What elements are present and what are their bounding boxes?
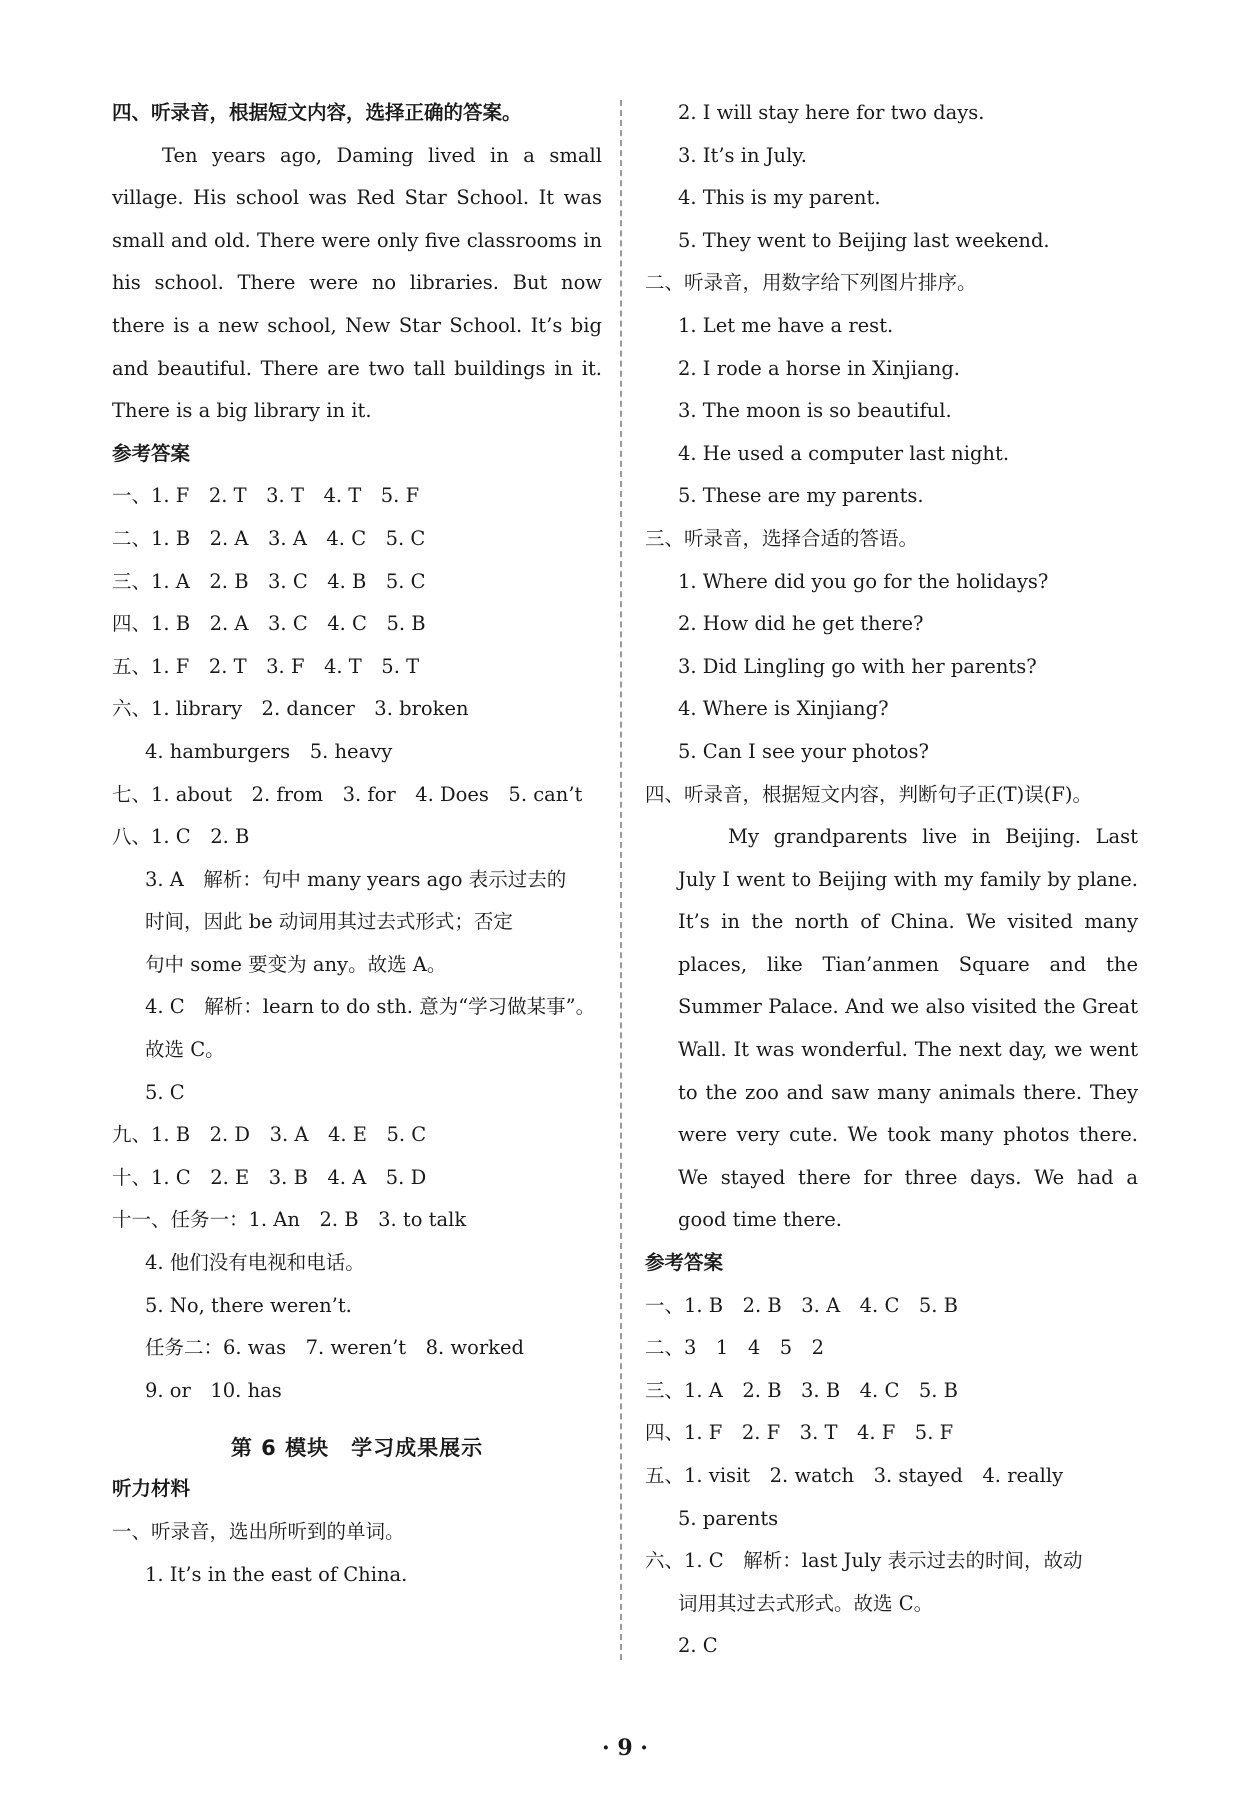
answers-heading: 参考答案 xyxy=(112,441,191,465)
answer-line: 三、1. A 2. B 3. B 4. C 5. B xyxy=(645,1378,959,1402)
question-item: 2. I will stay here for two days. xyxy=(678,101,985,124)
question-heading: 三、听录音，选择合适的答语。 xyxy=(645,526,919,550)
question-heading: 四、听录音，根据短文内容，选择正确的答案。 xyxy=(112,101,522,124)
page-number: · 9 · xyxy=(602,1735,648,1761)
answer-line: 4. hamburgers 5. heavy xyxy=(145,739,393,763)
question-item: 1. It’s in the east of China. xyxy=(145,1562,408,1586)
answer-explanation: 时间，因此 be 动词用其过去式形式；否定 xyxy=(145,910,513,934)
answer-line: 四、1. B 2. A 3. C 4. C 5. B xyxy=(112,612,426,636)
answer-line: 二、3 1 4 5 2 xyxy=(645,1336,825,1360)
question-heading: 二、听录音，用数字给下列图片排序。 xyxy=(645,271,977,295)
question-item: 5. These are my parents. xyxy=(678,484,924,508)
question-item: 2. How did he get there? xyxy=(678,612,924,636)
listening-passage xyxy=(112,135,602,433)
answer-line: 二、1. B 2. A 3. A 4. C 5. C xyxy=(112,526,426,550)
question-item: 4. This is my parent. xyxy=(678,186,881,210)
answer-line: 一、1. F 2. T 3. T 4. T 5. F xyxy=(112,484,420,508)
answer-line: 4. 他们没有电视和电话。 xyxy=(145,1251,365,1275)
question-item: 4. Where is Xinjiang? xyxy=(678,697,889,721)
answer-line: 5. parents xyxy=(678,1506,779,1530)
left-column xyxy=(112,92,602,1596)
answer-line: 五、1. visit 2. watch 3. stayed 4. really xyxy=(645,1464,1064,1487)
question-item: 3. Did Lingling go with her parents? xyxy=(678,654,1037,678)
question-item: 2. I rode a horse in Xinjiang. xyxy=(678,356,960,380)
answer-line: 9. or 10. has xyxy=(145,1378,282,1402)
answer-line: 八、1. C 2. B xyxy=(112,825,250,849)
answer-line: 六、1. library 2. dancer 3. broken xyxy=(112,697,469,721)
question-item: 1. Where did you go for the holidays? xyxy=(678,569,1049,593)
question-heading: 四、听录音，根据短文内容，判断句子正(T)误(F)。 xyxy=(645,782,1092,806)
answer-line: 5. No, there weren’t. xyxy=(145,1293,352,1317)
right-column xyxy=(645,92,1138,1668)
answer-line: 一、1. B 2. B 3. A 4. C 5. B xyxy=(645,1293,959,1317)
question-item: 1. Let me have a rest. xyxy=(678,313,894,337)
question-item: 5. Can I see your photos? xyxy=(678,739,929,763)
question-item: 3. It’s in July. xyxy=(678,143,807,167)
answer-line: 五、1. F 2. T 3. F 4. T 5. T xyxy=(112,654,420,678)
answer-line: 十、1. C 2. E 3. B 4. A 5. D xyxy=(112,1165,427,1189)
answer-line: 任务二：6. was 7. weren’t 8. worked xyxy=(145,1336,525,1360)
answer-explanation: 词用其过去式形式。故选 C。 xyxy=(678,1591,934,1615)
listening-passage xyxy=(645,816,1138,1242)
column-divider xyxy=(620,100,622,1660)
question-item: 5. They went to Beijing last weekend. xyxy=(678,228,1050,252)
answer-explanation: 故选 C。 xyxy=(145,1038,225,1062)
question-heading: 一、听录音，选出所听到的单词。 xyxy=(112,1520,405,1543)
module-title: 第 6 模块 学习成果展示 xyxy=(230,1436,484,1461)
question-item: 4. He used a computer last night. xyxy=(678,441,1010,465)
answer-line: 四、1. F 2. F 3. T 4. F 5. F xyxy=(645,1421,954,1445)
passage-text: My grandparents live in Beijing. Last July I went to Beijing with my family by plane. It’s in the north of China. We visited many places, like Tian’anmen Square and the Summer Palace. And we also visited the Great Wall. It was wonderful. The next day, we went to the zoo and saw many animals there. They were very cute. We took many photos there. We stayed there for three days. We had a good time there. xyxy=(678,825,1138,1232)
answer-line: 2. C xyxy=(678,1634,718,1658)
answer-line: 七、1. about 2. from 3. for 4. Does 5. can’t xyxy=(112,782,583,806)
answer-line: 5. C xyxy=(145,1080,185,1104)
answer-explanation: 六、1. C 解析：last July 表示过去的时间，故动 xyxy=(645,1549,1083,1573)
answer-line: 三、1. A 2. B 3. C 4. B 5. C xyxy=(112,569,426,593)
answer-explanation: 句中 some 要变为 any。故选 A。 xyxy=(145,952,447,976)
listening-heading: 听力材料 xyxy=(112,1477,191,1501)
question-item: 3. The moon is so beautiful. xyxy=(678,399,952,423)
answers-heading: 参考答案 xyxy=(645,1251,724,1275)
passage-text: Ten years ago, Daming lived in a small village. His school was Red Star School. It was small and old. There were only five classrooms in his school. There were no libraries. But now there is a new school, New Star School. It’s big and beautiful. There are two tall buildings in it. There is a big library in it. xyxy=(112,143,602,423)
answer-line: 九、1. B 2. D 3. A 4. E 5. C xyxy=(112,1123,427,1147)
answer-explanation: 4. C 解析：learn to do sth. 意为“学习做某事”。 xyxy=(145,995,596,1019)
answer-explanation: 3. A 解析：句中 many years ago 表示过去的 xyxy=(145,867,567,891)
answer-line: 十一、任务一：1. An 2. B 3. to talk xyxy=(112,1208,467,1232)
